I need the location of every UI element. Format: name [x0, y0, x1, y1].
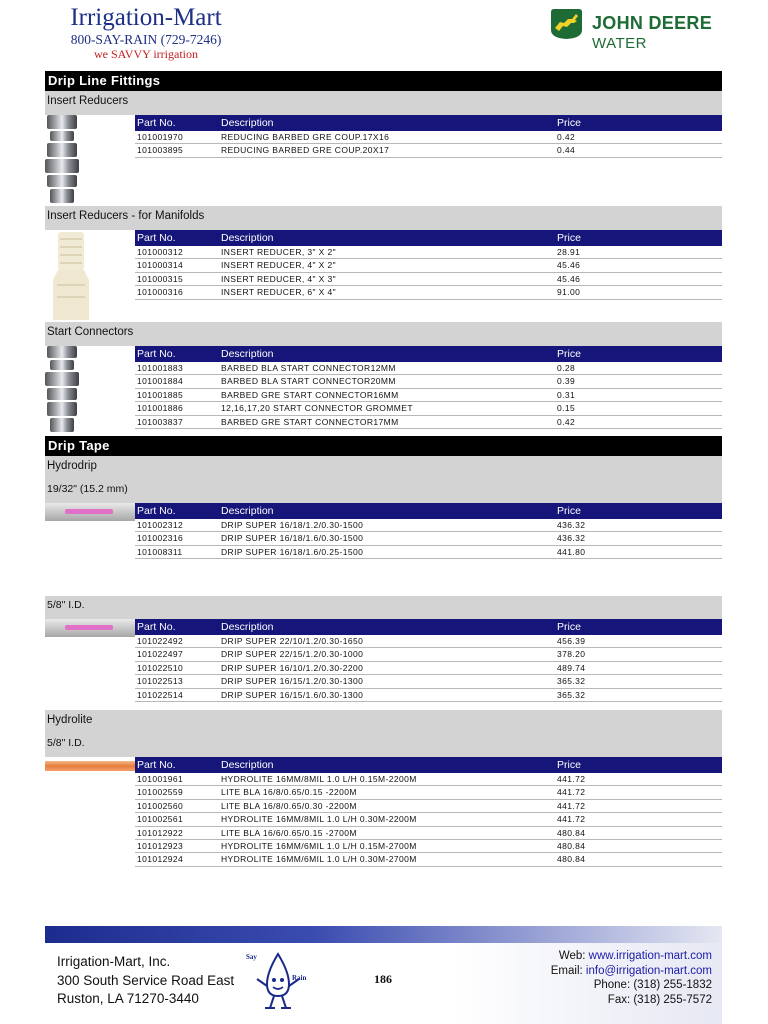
description: INSERT REDUCER, 6" X 4": [221, 287, 337, 298]
size-title: 5/8" I.D.: [45, 596, 722, 619]
col-price: Price: [557, 348, 581, 360]
table-row: [135, 362, 722, 375]
product-image: [45, 757, 135, 873]
table-row: [135, 532, 722, 545]
description: DRIP SUPER 16/15/1.6/0.30-1300: [221, 689, 364, 700]
product-image: [45, 230, 135, 322]
table-row: [135, 375, 722, 388]
product-image: [45, 619, 135, 710]
col-price: Price: [557, 505, 581, 517]
description: DRIP SUPER 16/18/1.2/0.30-1500: [221, 520, 364, 530]
description: DRIP SUPER 16/18/1.6/0.30-1500: [221, 533, 364, 544]
table-row: [135, 286, 722, 299]
mascot-text-rain: Rain: [292, 974, 307, 982]
price: 91.00: [557, 287, 581, 298]
price: 0.42: [557, 416, 576, 427]
table-header: [135, 346, 722, 362]
price: 441.72: [557, 800, 586, 811]
table-row: [135, 800, 722, 813]
company-name: Irrigation-Mart, Inc.: [57, 954, 171, 969]
description: INSERT REDUCER, 4" X 3": [221, 273, 337, 284]
table-row: [135, 402, 722, 415]
price: 365.32: [557, 676, 586, 687]
price: 456.39: [557, 636, 586, 646]
table-header: [135, 230, 722, 246]
product-image: [45, 503, 135, 596]
description: INSERT REDUCER, 4" X 2": [221, 260, 337, 271]
description: HYDROLITE 16MM/6MIL 1.0 L/H 0.15M-2700M: [221, 840, 417, 851]
product-group: [45, 346, 722, 436]
price-table: [135, 115, 722, 206]
col-description: Description: [221, 232, 274, 244]
price: 441.72: [557, 814, 586, 825]
web-line: [551, 949, 712, 964]
price: 436.32: [557, 520, 586, 530]
description: LITE BLA 16/8/0.65/0.15 -2200M: [221, 787, 357, 798]
reducer-image: [51, 232, 91, 322]
col-description: Description: [221, 505, 274, 517]
col-price: Price: [557, 759, 581, 771]
description: DRIP SUPER 16/18/1.6/0.25-1500: [221, 546, 364, 557]
part-no: 101002561: [137, 814, 184, 825]
connector-image: [47, 346, 77, 432]
section-title: Drip Line Fittings: [45, 71, 722, 91]
table-row: [135, 246, 722, 259]
part-no: 101012922: [137, 827, 184, 838]
col-price: Price: [557, 232, 581, 244]
table-header: [135, 619, 722, 635]
price-table: [135, 619, 722, 710]
partner-name: JOHN DEERE: [592, 13, 713, 33]
price: 436.32: [557, 533, 586, 544]
group-title: Insert Reducers - for Manifolds: [45, 206, 722, 230]
part-no: 101012924: [137, 854, 184, 865]
description: DRIP SUPER 22/10/1.2/0.30-1650: [221, 636, 364, 646]
deer-icon: [549, 8, 584, 40]
description: LITE BLA 16/6/0.65/0.15 -2700M: [221, 827, 357, 838]
part-no: 101000316: [137, 287, 184, 298]
hydrolite-tape-image: [45, 761, 135, 771]
say-rain-mascot-icon: [245, 946, 311, 1012]
description: INSERT REDUCER, 3" X 2": [221, 247, 337, 257]
table-row: [135, 259, 722, 272]
web-label: Web:: [558, 950, 586, 962]
price: 365.32: [557, 689, 586, 700]
email-link[interactable]: info@irrigation-mart.com: [585, 964, 712, 977]
price-table: [135, 230, 722, 322]
group-title: Hydrodrip: [45, 456, 722, 480]
col-description: Description: [221, 348, 274, 360]
description: REDUCING BARBED GRE COUP.17X16: [221, 132, 390, 142]
table-row: [135, 840, 722, 853]
part-no: 101001884: [137, 376, 184, 387]
price: 480.84: [557, 827, 586, 838]
col-price: Price: [557, 621, 581, 633]
price: 378.20: [557, 649, 586, 660]
table-row: [135, 144, 722, 157]
mascot-text-say: Say: [246, 953, 257, 961]
col-part-no: Part No.: [137, 232, 176, 244]
footer-divider: [45, 926, 722, 943]
price: 0.42: [557, 132, 576, 142]
part-no: 101003837: [137, 416, 184, 427]
john-deere-logo: [549, 8, 729, 54]
page-number: 186: [374, 972, 392, 986]
price-table: [135, 757, 722, 873]
description: BARBED BLA START CONNECTOR20MM: [221, 376, 396, 387]
description: DRIP SUPER 16/10/1.2/0.30-2200: [221, 662, 364, 673]
part-no: 101001970: [137, 132, 184, 142]
street-address: 300 South Service Road East: [57, 972, 235, 988]
price: 0.15: [557, 403, 576, 414]
drip-tape-image: [45, 619, 135, 637]
contact-info: [551, 949, 712, 1007]
table-row: [135, 389, 722, 402]
part-no: 101022492: [137, 636, 184, 646]
col-part-no: Part No.: [137, 117, 176, 129]
group-title: Insert Reducers: [45, 91, 722, 115]
col-price: Price: [557, 117, 581, 129]
fax-line: Fax: (318) 255-7572: [607, 993, 712, 1006]
description: HYDROLITE 16MM/8MIL 1.0 L/H 0.15M-2200M: [221, 774, 417, 784]
part-no: 101000314: [137, 260, 184, 271]
price: 441.72: [557, 774, 586, 784]
price: 0.44: [557, 145, 576, 156]
price: 480.84: [557, 854, 586, 865]
brand-block: [61, 4, 231, 61]
part-no: 101000312: [137, 247, 184, 257]
description: DRIP SUPER 22/15/1.2/0.30-1000: [221, 649, 364, 660]
part-no: 101002559: [137, 787, 184, 798]
part-no: 101002560: [137, 800, 184, 811]
part-no: 101022510: [137, 662, 184, 673]
table-row: [135, 273, 722, 286]
part-no: 101002316: [137, 533, 184, 544]
table-row: [135, 131, 722, 144]
part-no: 101001886: [137, 403, 184, 414]
col-part-no: Part No.: [137, 621, 176, 633]
part-no: 101002312: [137, 520, 184, 530]
part-no: 101008311: [137, 546, 183, 557]
table-header: [135, 503, 722, 519]
price: 45.46: [557, 273, 581, 284]
col-description: Description: [221, 117, 274, 129]
table-row: [135, 519, 722, 532]
description: REDUCING BARBED GRE COUP.20X17: [221, 145, 390, 156]
table-header: [135, 115, 722, 131]
part-no: 101001961: [137, 774, 184, 784]
table-row: [135, 635, 722, 648]
product-group: [45, 619, 722, 710]
description: HYDROLITE 16MM/8MIL 1.0 L/H 0.30M-2200M: [221, 814, 417, 825]
price: 0.39: [557, 376, 576, 387]
product-group: [45, 757, 722, 873]
part-no: 101012923: [137, 840, 184, 851]
city-address: Ruston, LA 71270-3440: [57, 991, 199, 1006]
product-group: [45, 230, 722, 322]
brand-name: Irrigation-Mart: [70, 4, 222, 31]
drip-tape-image: [45, 503, 135, 521]
email-label: Email:: [550, 964, 583, 977]
web-link[interactable]: www.irrigation-mart.com: [588, 950, 712, 962]
description: LITE BLA 16/8/0.65/0.30 -2200M: [221, 800, 357, 811]
description: BARBED BLA START CONNECTOR12MM: [221, 363, 396, 373]
price-table: [135, 503, 722, 596]
group-title: Start Connectors: [45, 322, 722, 346]
table-row: [135, 675, 722, 688]
section-title: Drip Tape: [45, 436, 722, 456]
price: 441.72: [557, 787, 586, 798]
col-part-no: Part No.: [137, 759, 176, 771]
part-no: 101001883: [137, 363, 184, 373]
col-description: Description: [221, 621, 274, 633]
price: 489.74: [557, 662, 586, 673]
size-title: 5/8" I.D.: [45, 734, 722, 757]
product-image: [45, 346, 135, 436]
table-row: [135, 416, 722, 429]
product-group: [45, 503, 722, 596]
price: 0.31: [557, 389, 576, 400]
company-address: [57, 953, 234, 1009]
product-image: [45, 115, 135, 206]
price: 480.84: [557, 840, 586, 851]
size-title: 19/32" (15.2 mm): [45, 480, 722, 503]
table-header: [135, 757, 722, 773]
part-no: 101003895: [137, 145, 184, 156]
table-row: [135, 827, 722, 840]
table-row: [135, 786, 722, 799]
col-description: Description: [221, 759, 274, 771]
description: HYDROLITE 16MM/6MIL 1.0 L/H 0.30M-2700M: [221, 854, 417, 865]
table-row: [135, 813, 722, 826]
price: 441.80: [557, 546, 586, 557]
col-part-no: Part No.: [137, 348, 176, 360]
brand-tagline: we SAVVY irrigation: [94, 47, 198, 61]
table-row: [135, 853, 722, 866]
description: BARBED GRE START CONNECTOR16MM: [221, 389, 399, 400]
part-no: 101001885: [137, 389, 184, 400]
price: 45.46: [557, 260, 581, 271]
description: DRIP SUPER 16/15/1.2/0.30-1300: [221, 676, 364, 687]
table-row: [135, 689, 722, 702]
price-table: [135, 346, 722, 436]
table-row: [135, 773, 722, 786]
table-row: [135, 546, 722, 559]
group-title: Hydrolite: [45, 710, 722, 734]
price: 0.28: [557, 363, 576, 373]
product-group: [45, 115, 722, 206]
phone-line: Phone: (318) 255-1832: [593, 979, 712, 991]
part-no: 101022497: [137, 649, 184, 660]
email-line: [551, 964, 712, 979]
brand-phone: 800-SAY-RAIN (729-7246): [70, 32, 222, 47]
part-no: 101022514: [137, 689, 184, 700]
partner-sub: WATER: [592, 35, 647, 52]
description: 12,16,17,20 START CONNECTOR GROMMET: [221, 403, 413, 414]
part-no: 101000315: [137, 273, 184, 284]
catalog-content: [45, 71, 722, 873]
part-no: 101022513: [137, 676, 184, 687]
price: 28.91: [557, 247, 581, 257]
fitting-image: [47, 115, 77, 203]
description: BARBED GRE START CONNECTOR17MM: [221, 416, 399, 427]
table-row: [135, 662, 722, 675]
col-part-no: Part No.: [137, 505, 176, 517]
table-row: [135, 648, 722, 661]
